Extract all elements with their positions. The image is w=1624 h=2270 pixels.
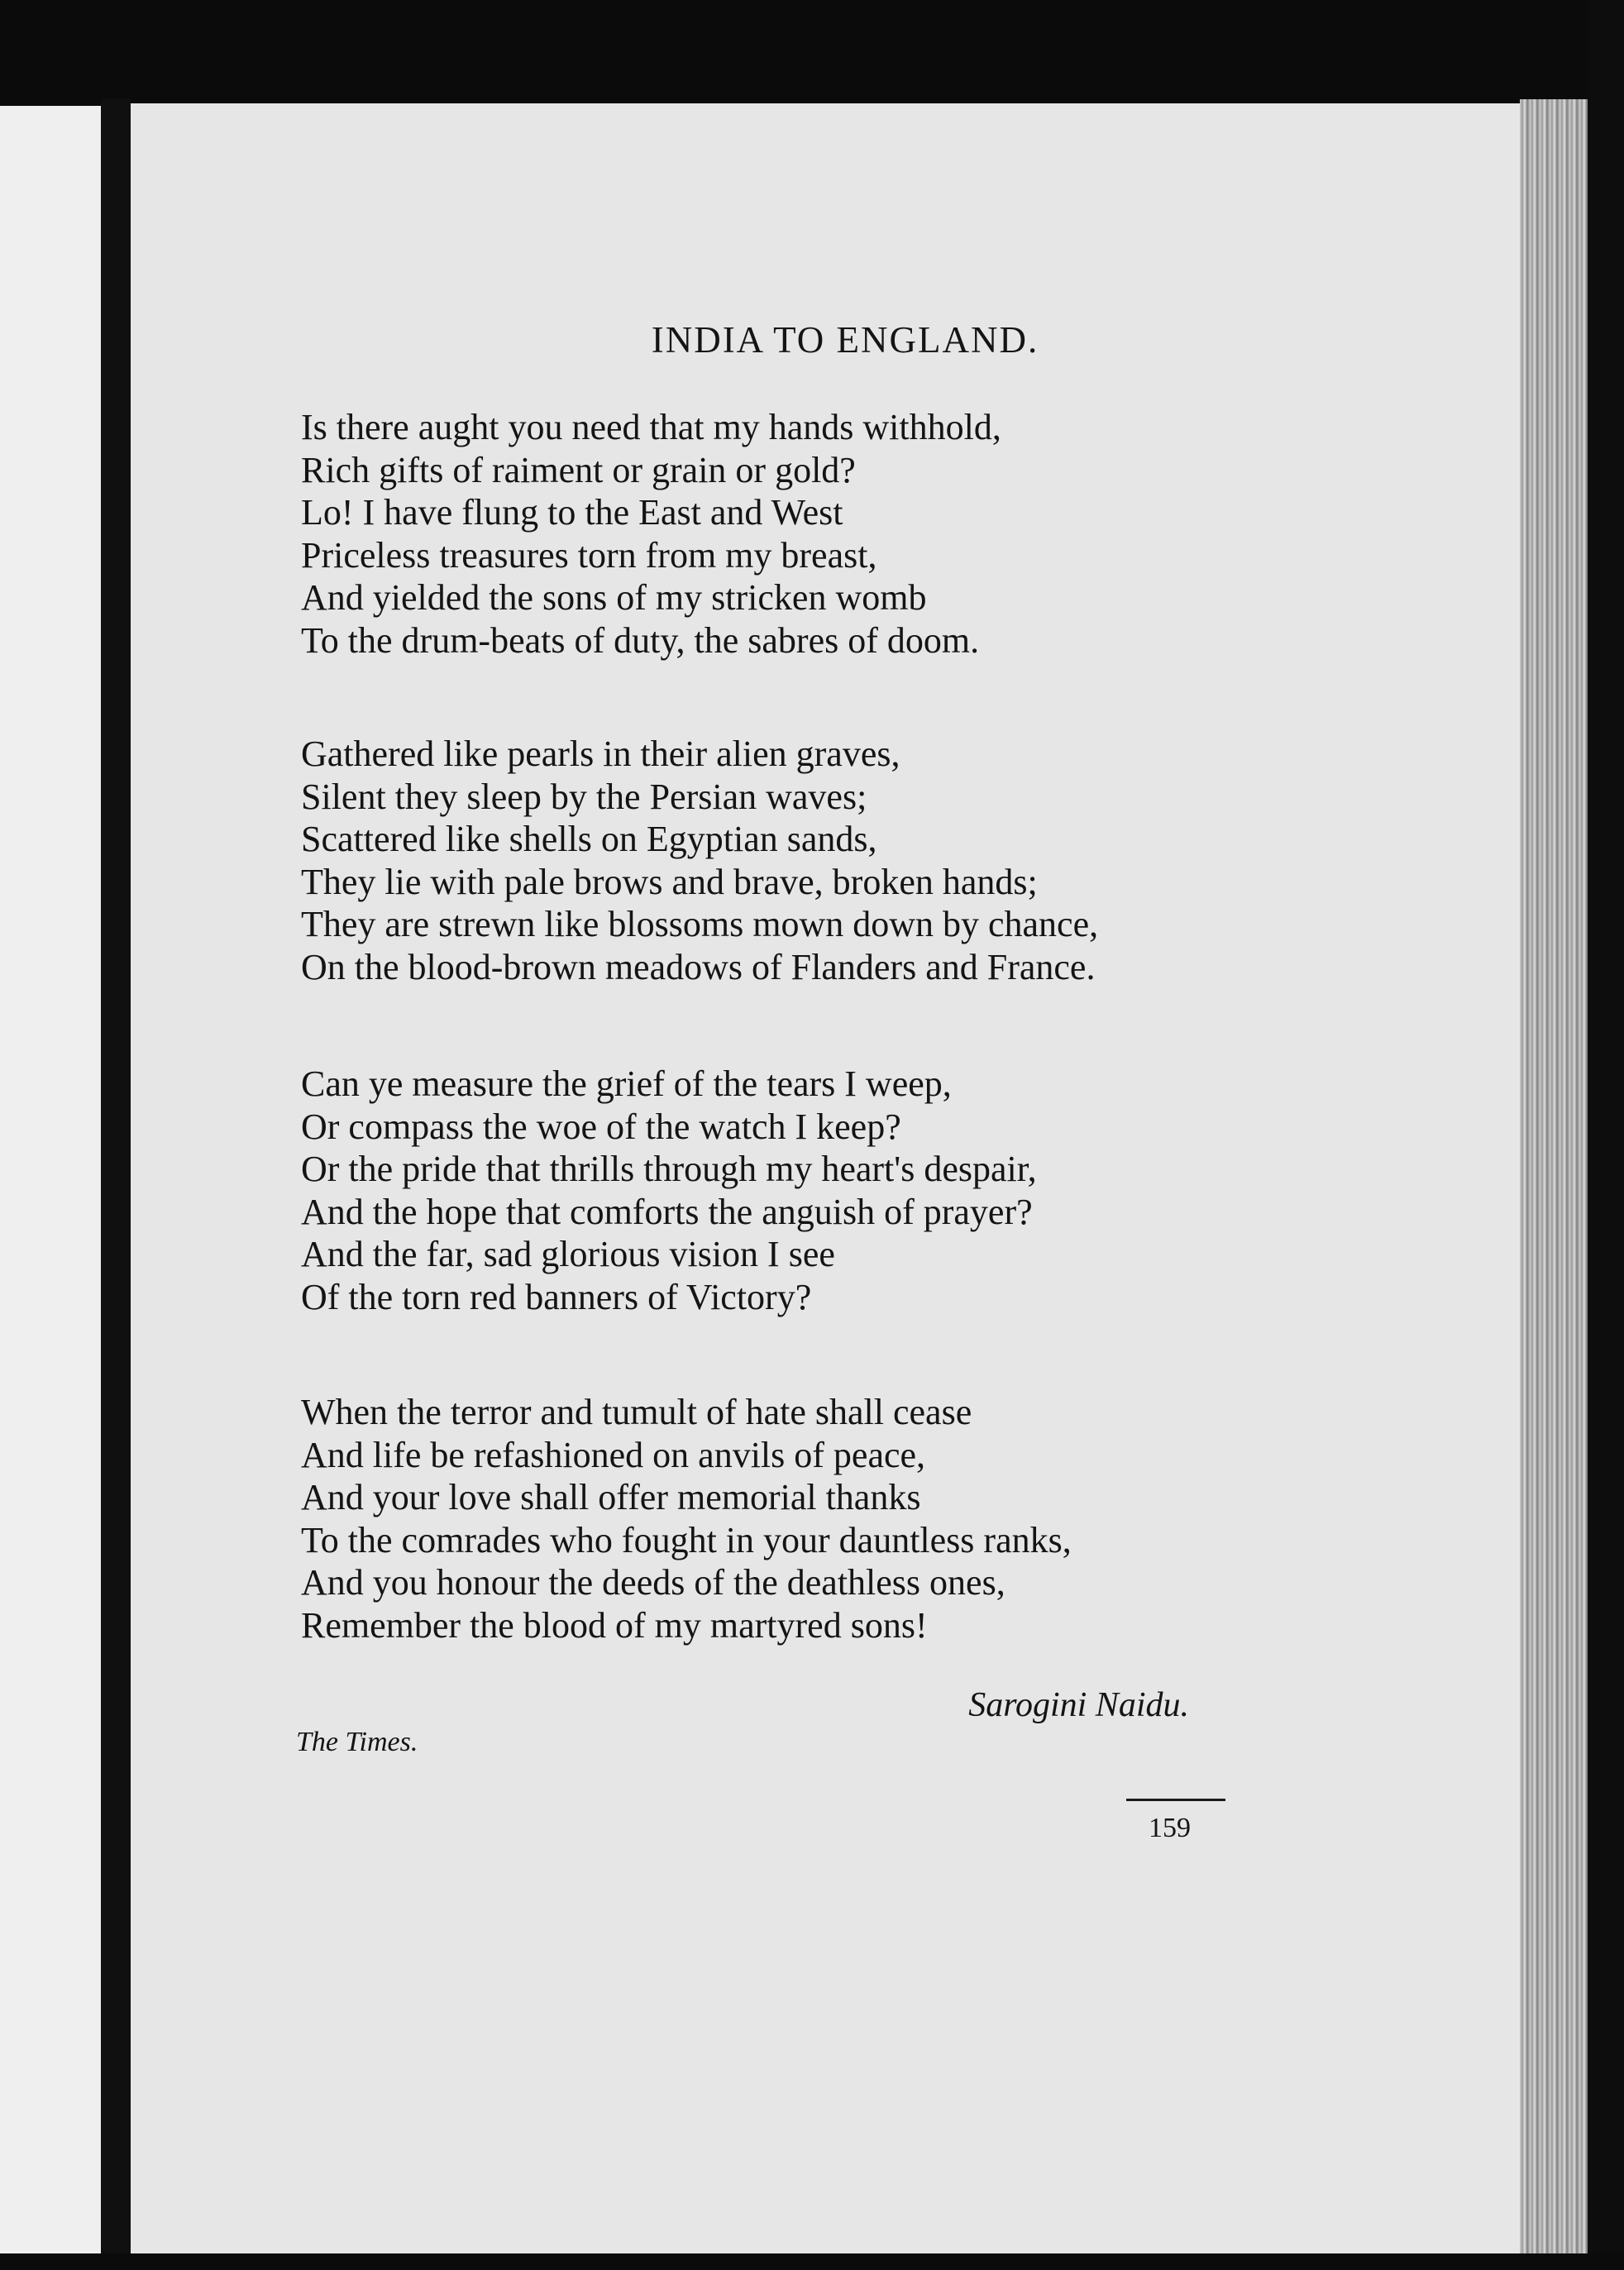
poem-line: Or the pride that thrills through my heart's despair, bbox=[301, 1149, 1037, 1189]
stanza-3 bbox=[301, 1063, 1244, 1318]
poem-line: Lo! I have flung to the East and West bbox=[301, 492, 843, 533]
poem-line: Is there aught you need that my hands withhold, bbox=[301, 407, 1001, 447]
poem-line: They lie with pale brows and brave, broken hands; bbox=[301, 861, 1038, 902]
poem-line: Rich gifts of raiment or grain or gold? bbox=[301, 449, 856, 490]
poem-line: And the hope that comforts the anguish of prayer? bbox=[301, 1191, 1033, 1232]
poem-source: The Times. bbox=[296, 1727, 418, 1757]
poem-line: Gathered like pearls in their alien graves, bbox=[301, 734, 900, 774]
scan-bottom-border bbox=[0, 2253, 1624, 2270]
scan-top-border bbox=[0, 0, 1624, 106]
page-number-rule bbox=[1126, 1799, 1225, 1801]
poem-line: Of the torn red banners of Victory? bbox=[301, 1276, 812, 1317]
poem-title: INDIA TO ENGLAND. bbox=[651, 319, 1039, 361]
poem-line: Remember the blood of my martyred sons! bbox=[301, 1604, 928, 1646]
poem-line: Or compass the woe of the watch I keep? bbox=[301, 1106, 901, 1147]
facing-page-edge bbox=[0, 106, 101, 2270]
stanza-2 bbox=[301, 733, 1244, 988]
poem-line: Scattered like shells on Egyptian sands, bbox=[301, 819, 877, 859]
poem-line: And the far, sad glorious vision I see bbox=[301, 1234, 835, 1274]
poem-line: And you honour the deeds of the deathless ones, bbox=[301, 1562, 1005, 1603]
poem-line: To the drum-beats of duty, the sabres of doom. bbox=[301, 619, 980, 661]
poem-line: They are strewn like blossoms mown down by chance, bbox=[301, 904, 1099, 944]
poem-line: Can ye measure the grief of the tears I weep, bbox=[301, 1063, 952, 1104]
poem-line: To the comrades who fought in your dauntless ranks, bbox=[301, 1519, 1072, 1560]
stanza-1 bbox=[301, 406, 1244, 662]
poem-author: Sarogini Naidu. bbox=[968, 1686, 1189, 1724]
poem-line: When the terror and tumult of hate shall cease bbox=[301, 1392, 972, 1432]
book-spine bbox=[101, 99, 131, 2270]
poem-line: Priceless treasures torn from my breast, bbox=[301, 534, 877, 576]
poem-line: And yielded the sons of my stricken womb bbox=[301, 577, 927, 618]
poem-line: And your love shall offer memorial thanks bbox=[301, 1477, 921, 1517]
poem-line: Silent they sleep by the Persian waves; bbox=[301, 776, 867, 817]
stanza-4 bbox=[301, 1391, 1244, 1646]
page-number: 159 bbox=[1149, 1813, 1191, 1843]
poem-line: On the blood-brown meadows of Flanders and France. bbox=[301, 946, 1096, 987]
page-fore-edge bbox=[1520, 99, 1588, 2270]
poem-line: And life be refashioned on anvils of peace, bbox=[301, 1434, 926, 1475]
